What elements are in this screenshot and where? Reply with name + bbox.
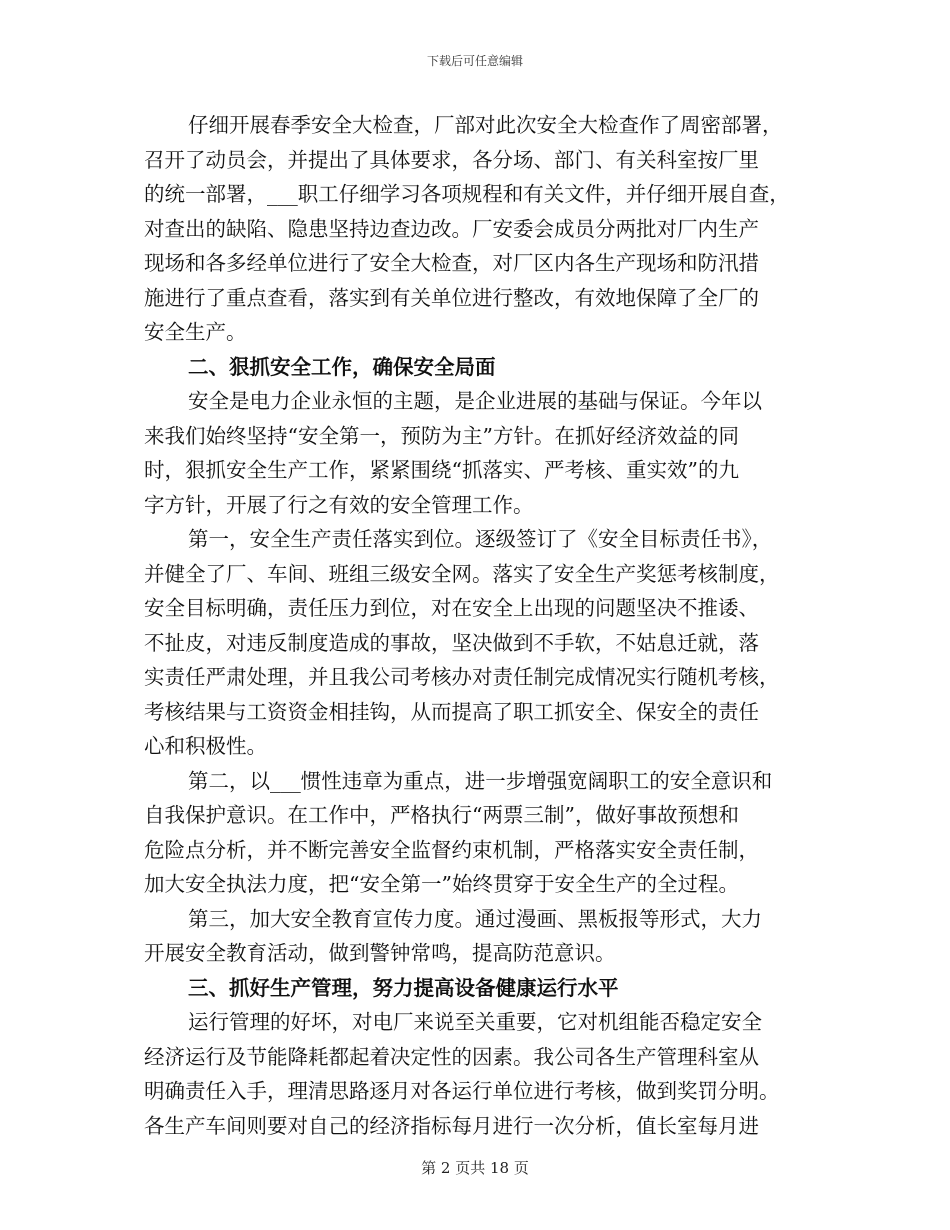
- text-line: 安全目标明确，责任压力到位，对在安全上出现的问题坚决不推诿、: [144, 596, 759, 620]
- text-line: 运行管理的好坏，对电厂来说至关重要，它对机组能否稳定安全: [188, 1010, 762, 1034]
- text-line: 来我们始终坚持“安全第一，预防为主”方针。在抓好经济效益的同: [144, 423, 739, 448]
- text-line: 并健全了厂、车间、班组三级安全网。落实了安全生产奖惩考核制度，: [144, 561, 780, 586]
- text-line: 字方针，开展了行之有效的安全管理工作。: [144, 492, 534, 517]
- text-line: 加大安全执法力度，把“安全第一”始终贯穿于安全生产的全过程。: [144, 872, 739, 896]
- page-footer: 第 2 页共 18 页: [421, 1159, 529, 1177]
- text-line: 时，狠抓安全生产工作，紧紧围绕“抓落实、严考核、重实效”的九: [144, 458, 739, 482]
- text-line: 开展安全教育活动，做到警钟常鸣，提高防范意识。: [144, 941, 616, 965]
- text-line: 施进行了重点查看，落实到有关单位进行整改，有效地保障了全厂的: [144, 285, 759, 310]
- text-line: 各生产车间则要对自己的经济指标每月进行一次分析，值长室每月进: [144, 1113, 759, 1138]
- text-line: 危险点分析，并不断完善安全监督约束机制，严格落实安全责任制，: [144, 837, 759, 862]
- text-line: 自我保护意识。在工作中，严格执行“两票三制”，做好事故预想和: [144, 803, 739, 827]
- text-line: 经济运行及节能降耗都起着决定性的因素。我公司各生产管理科室从: [144, 1044, 759, 1069]
- text-line: 第一，安全生产责任落实到位。逐级签订了《安全目标责任书》，: [188, 527, 773, 551]
- text-line: 不扯皮，对违反制度造成的事故，坚决做到不手软，不姑息迁就，落: [144, 630, 759, 655]
- section-heading: 三、抓好生产管理，努力提高设备健康运行水平: [188, 975, 619, 1000]
- text-line: 实责任严肃处理，并且我公司考核办对责任制完成情况实行随机考核，: [144, 665, 780, 689]
- text-line: 心和积极性。: [144, 734, 267, 758]
- text-line: 现场和各多经单位进行了安全大检查，对厂区内各生产现场和防汛措: [144, 251, 759, 275]
- text-line: 安全生产。: [144, 320, 247, 344]
- text-line: 考核结果与工资资金相挂钩，从而提高了职工抓安全、保安全的责任: [144, 699, 759, 724]
- text-line: 第三，加大安全教育宣传力度。通过漫画、黑板报等形式，大力: [188, 906, 762, 931]
- document-body: [144, 108, 809, 1143]
- page-header: 下载后可任意编辑: [426, 54, 523, 68]
- text-line: 对查出的缺陷、隐患坚持边查边改。厂安委会成员分两批对厂内生产: [144, 216, 759, 241]
- section-heading: 二、狠抓安全工作，确保安全局面: [188, 354, 496, 379]
- text-line: 仔细开展春季安全大检查，厂部对此次安全大检查作了周密部署，: [188, 113, 783, 137]
- text-line: 明确责任入手，理清思路逐月对各运行单位进行考核，做到奖罚分明。: [144, 1079, 780, 1103]
- text-line: 召开了动员会，并提出了具体要求，各分场、部门、有关科室按厂里: [144, 147, 759, 172]
- text-line: 安全是电力企业永恒的主题，是企业进展的基础与保证。今年以: [188, 389, 762, 413]
- text-line: 第二，以___惯性违章为重点，进一步增强宽阔职工的安全意识和: [188, 768, 773, 793]
- text-line: 的统一部署，___职工仔细学习各项规程和有关文件，并仔细开展自查，: [144, 182, 790, 206]
